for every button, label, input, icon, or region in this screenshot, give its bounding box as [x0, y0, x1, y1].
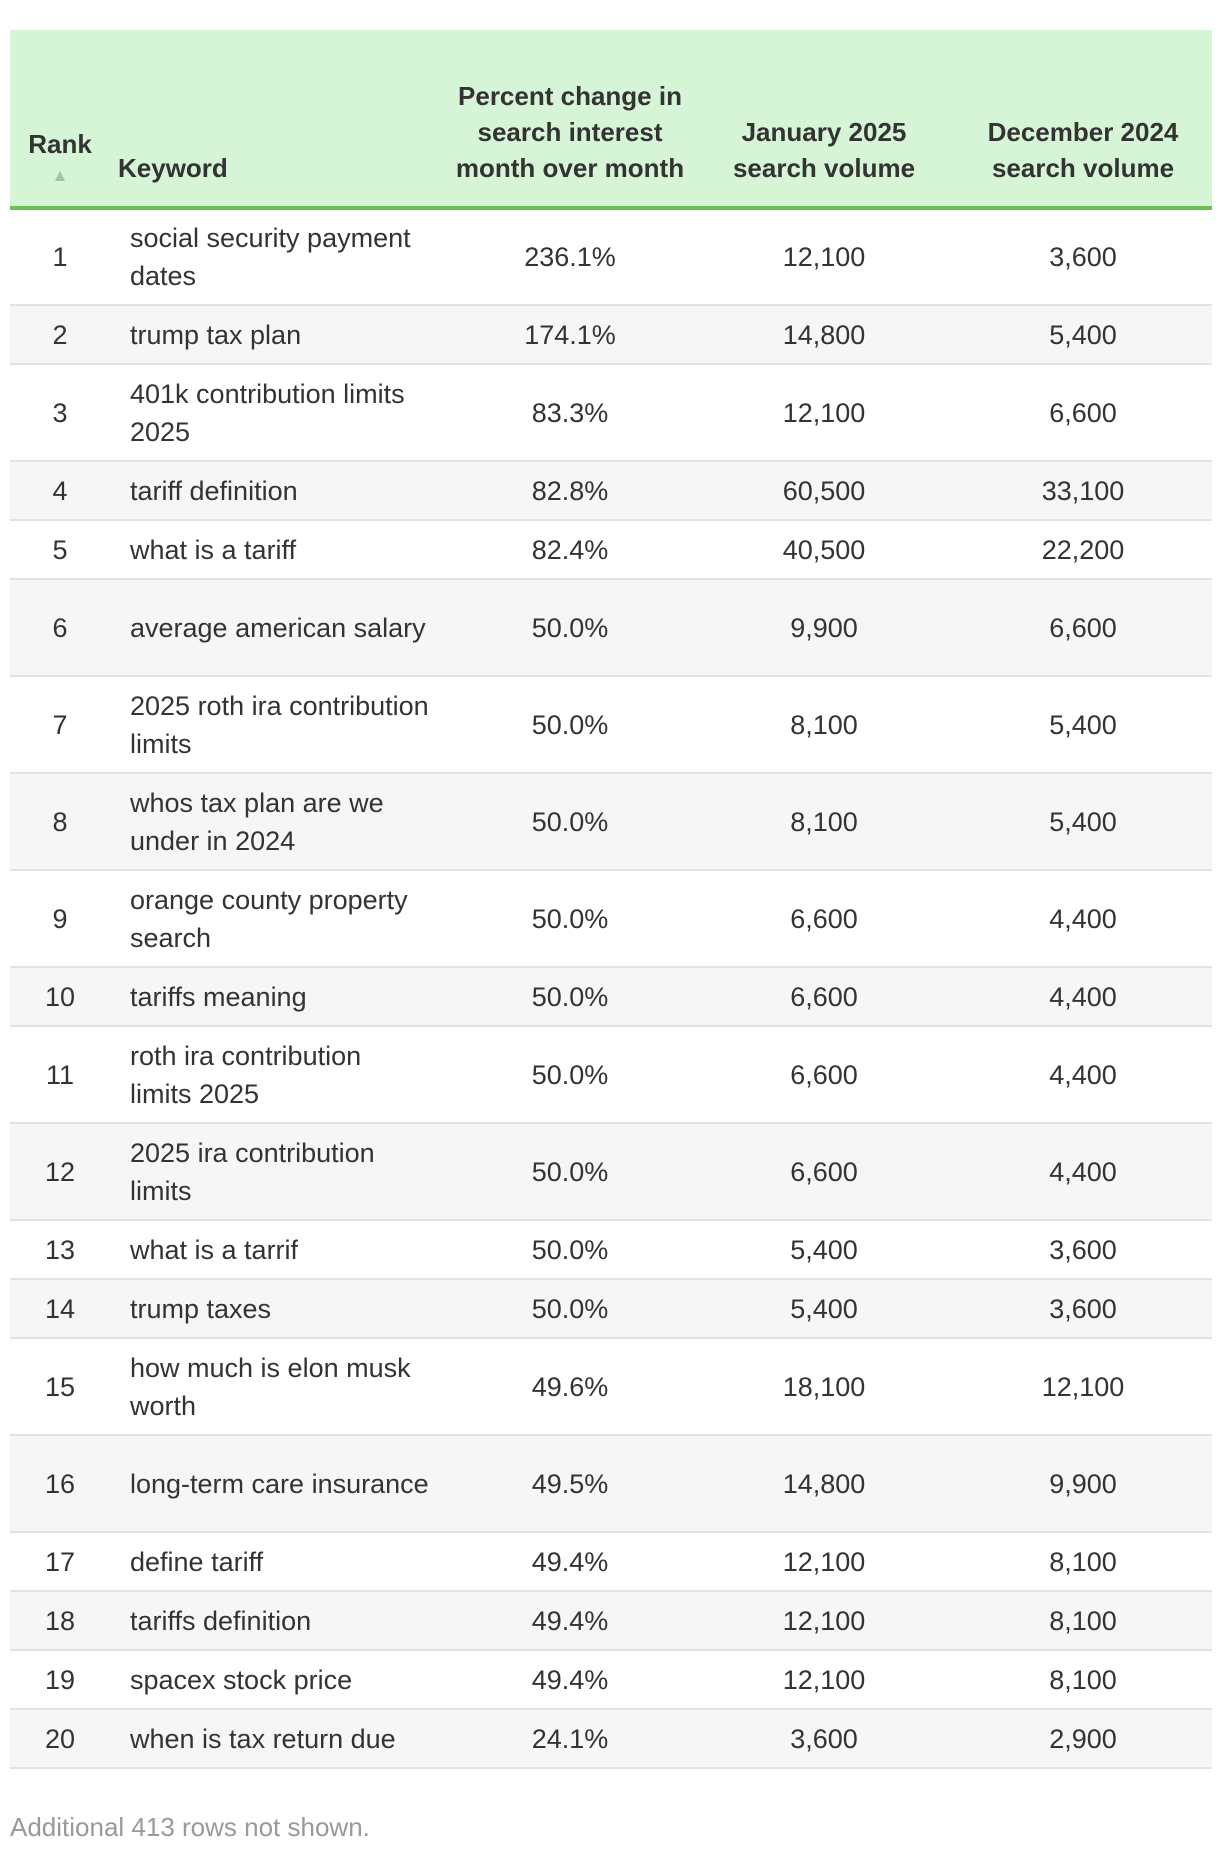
cell-january-volume: 40,500	[694, 520, 954, 579]
cell-percent-change: 50.0%	[446, 676, 694, 773]
cell-rank: 3	[10, 364, 110, 461]
cell-january-volume: 6,600	[694, 1026, 954, 1123]
table-row	[10, 773, 1212, 870]
column-header-label: Keyword	[118, 153, 228, 183]
cell-keyword: average american salary	[110, 579, 446, 676]
cell-december-volume: 5,400	[954, 305, 1212, 364]
cell-january-volume: 8,100	[694, 676, 954, 773]
cell-january-volume: 14,800	[694, 1435, 954, 1532]
cell-percent-change: 236.1%	[446, 208, 694, 305]
table-row	[10, 1435, 1212, 1532]
cell-january-volume: 6,600	[694, 967, 954, 1026]
cell-rank: 4	[10, 461, 110, 520]
cell-december-volume: 6,600	[954, 579, 1212, 676]
cell-rank: 15	[10, 1338, 110, 1435]
cell-december-volume: 22,200	[954, 520, 1212, 579]
cell-keyword: trump taxes	[110, 1279, 446, 1338]
cell-rank: 16	[10, 1435, 110, 1532]
cell-january-volume: 5,400	[694, 1279, 954, 1338]
cell-december-volume: 3,600	[954, 1279, 1212, 1338]
cell-december-volume: 2,900	[954, 1709, 1212, 1768]
table-row	[10, 1532, 1212, 1591]
cell-keyword: long-term care insurance	[110, 1435, 446, 1532]
table-body	[10, 208, 1212, 1768]
cell-keyword: when is tax return due	[110, 1709, 446, 1768]
cell-keyword: tariff definition	[110, 461, 446, 520]
column-header-label: Rank	[28, 129, 92, 159]
cell-keyword: whos tax plan are we under in 2024	[110, 773, 446, 870]
cell-january-volume: 14,800	[694, 305, 954, 364]
cell-december-volume: 5,400	[954, 676, 1212, 773]
cell-percent-change: 83.3%	[446, 364, 694, 461]
cell-percent-change: 50.0%	[446, 1220, 694, 1279]
table-row	[10, 520, 1212, 579]
cell-january-volume: 12,100	[694, 1591, 954, 1650]
cell-percent-change: 49.4%	[446, 1532, 694, 1591]
cell-december-volume: 4,400	[954, 1123, 1212, 1220]
table-row	[10, 676, 1212, 773]
cell-keyword: trump tax plan	[110, 305, 446, 364]
cell-rank: 11	[10, 1026, 110, 1123]
cell-december-volume: 4,400	[954, 1026, 1212, 1123]
sort-ascending-icon: ▲	[51, 166, 69, 185]
cell-percent-change: 49.6%	[446, 1338, 694, 1435]
cell-december-volume: 12,100	[954, 1338, 1212, 1435]
cell-percent-change: 50.0%	[446, 967, 694, 1026]
cell-january-volume: 6,600	[694, 870, 954, 967]
cell-january-volume: 6,600	[694, 1123, 954, 1220]
cell-january-volume: 9,900	[694, 579, 954, 676]
cell-january-volume: 12,100	[694, 208, 954, 305]
table-header	[10, 30, 1212, 208]
cell-rank: 14	[10, 1279, 110, 1338]
cell-keyword: what is a tariff	[110, 520, 446, 579]
column-header-percent-change[interactable]	[446, 30, 694, 208]
cell-keyword: 2025 ira contribution limits	[110, 1123, 446, 1220]
cell-rank: 18	[10, 1591, 110, 1650]
data-table	[10, 30, 1212, 1769]
cell-december-volume: 5,400	[954, 773, 1212, 870]
cell-january-volume: 18,100	[694, 1338, 954, 1435]
cell-rank: 1	[10, 208, 110, 305]
cell-percent-change: 50.0%	[446, 1026, 694, 1123]
cell-january-volume: 12,100	[694, 1650, 954, 1709]
cell-december-volume: 9,900	[954, 1435, 1212, 1532]
table-row	[10, 1220, 1212, 1279]
cell-keyword: tariffs definition	[110, 1591, 446, 1650]
table-row	[10, 1650, 1212, 1709]
table-row	[10, 305, 1212, 364]
cell-rank: 20	[10, 1709, 110, 1768]
cell-keyword: social security payment dates	[110, 208, 446, 305]
cell-keyword: how much is elon musk worth	[110, 1338, 446, 1435]
cell-rank: 7	[10, 676, 110, 773]
cell-keyword: orange county property search	[110, 870, 446, 967]
table-row	[10, 208, 1212, 305]
table-row	[10, 1338, 1212, 1435]
table-row	[10, 579, 1212, 676]
cell-january-volume: 12,100	[694, 364, 954, 461]
cell-rank: 6	[10, 579, 110, 676]
cell-december-volume: 4,400	[954, 870, 1212, 967]
table-row	[10, 1123, 1212, 1220]
column-header-rank[interactable]	[10, 30, 110, 208]
cell-percent-change: 50.0%	[446, 1279, 694, 1338]
cell-keyword: what is a tarrif	[110, 1220, 446, 1279]
cell-rank: 8	[10, 773, 110, 870]
cell-december-volume: 3,600	[954, 1220, 1212, 1279]
cell-january-volume: 60,500	[694, 461, 954, 520]
cell-keyword: spacex stock price	[110, 1650, 446, 1709]
table-row	[10, 1279, 1212, 1338]
cell-january-volume: 12,100	[694, 1532, 954, 1591]
column-header-label: Percent change in search interest month over month	[455, 81, 685, 183]
cell-december-volume: 8,100	[954, 1591, 1212, 1650]
cell-percent-change: 82.4%	[446, 520, 694, 579]
cell-january-volume: 3,600	[694, 1709, 954, 1768]
table-row	[10, 1709, 1212, 1768]
cell-december-volume: 8,100	[954, 1532, 1212, 1591]
table-row	[10, 1591, 1212, 1650]
cell-january-volume: 8,100	[694, 773, 954, 870]
cell-keyword: tariffs meaning	[110, 967, 446, 1026]
column-header-label: January 2025 search volume	[732, 117, 916, 183]
cell-rank: 12	[10, 1123, 110, 1220]
column-header-label: December 2024 search volume	[987, 117, 1179, 183]
cell-december-volume: 8,100	[954, 1650, 1212, 1709]
column-header-january-volume[interactable]	[694, 30, 954, 208]
table-row	[10, 461, 1212, 520]
cell-percent-change: 50.0%	[446, 870, 694, 967]
cell-rank: 17	[10, 1532, 110, 1591]
table-row	[10, 364, 1212, 461]
cell-percent-change: 50.0%	[446, 773, 694, 870]
cell-rank: 10	[10, 967, 110, 1026]
cell-percent-change: 49.5%	[446, 1435, 694, 1532]
cell-percent-change: 50.0%	[446, 1123, 694, 1220]
cell-december-volume: 33,100	[954, 461, 1212, 520]
cell-december-volume: 3,600	[954, 208, 1212, 305]
table-row	[10, 967, 1212, 1026]
cell-keyword: 2025 roth ira contribution limits	[110, 676, 446, 773]
cell-percent-change: 49.4%	[446, 1650, 694, 1709]
cell-percent-change: 82.8%	[446, 461, 694, 520]
cell-keyword: roth ira contribution limits 2025	[110, 1026, 446, 1123]
table-row	[10, 870, 1212, 967]
cell-percent-change: 49.4%	[446, 1591, 694, 1650]
cell-rank: 19	[10, 1650, 110, 1709]
rows-not-shown-note: Additional 413 rows not shown.	[10, 1812, 370, 1842]
table-row	[10, 1026, 1212, 1123]
cell-rank: 13	[10, 1220, 110, 1279]
cell-rank: 5	[10, 520, 110, 579]
cell-keyword: 401k contribution limits 2025	[110, 364, 446, 461]
cell-rank: 9	[10, 870, 110, 967]
column-header-december-volume[interactable]	[954, 30, 1212, 208]
column-header-keyword[interactable]	[110, 30, 446, 208]
cell-december-volume: 4,400	[954, 967, 1212, 1026]
cell-january-volume: 5,400	[694, 1220, 954, 1279]
header-row	[10, 30, 1212, 208]
cell-percent-change: 24.1%	[446, 1709, 694, 1768]
cell-keyword: define tariff	[110, 1532, 446, 1591]
cell-percent-change: 50.0%	[446, 579, 694, 676]
cell-percent-change: 174.1%	[446, 305, 694, 364]
cell-rank: 2	[10, 305, 110, 364]
cell-december-volume: 6,600	[954, 364, 1212, 461]
